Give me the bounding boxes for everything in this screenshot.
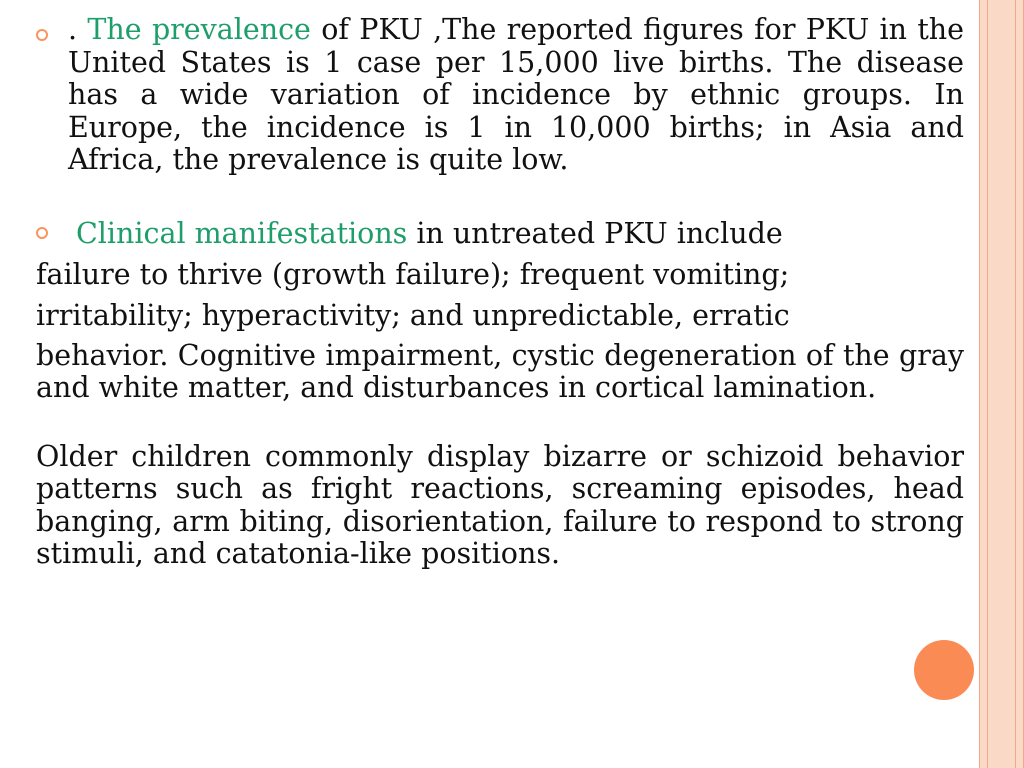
border-line xyxy=(1015,0,1016,768)
paragraph-line: irritability; hyperactivity; and unpredictable, erratic xyxy=(36,298,790,332)
paragraph-lead: . xyxy=(68,13,88,46)
highlight-prevalence: The prevalence xyxy=(87,13,311,46)
paragraph-line-text: in untreated PKU include xyxy=(407,216,783,250)
bullet-icon xyxy=(36,227,48,239)
paragraph-clinical-manifestations xyxy=(36,213,964,405)
paragraph-body: of PKU ,The reported figures for PKU in the United States is 1 case per 15,000 live births. The disease has a wide variation of incidence by ethnic groups. In Europe, the incidence is 1 in 10,000 births; in Asia and Africa, the prevalence is quite low. xyxy=(68,13,965,176)
border-line xyxy=(987,0,988,768)
paragraph-older-children: Older children commonly display bizarre or schizoid behavior patterns such as fright reactions, screaming episodes, head banging, arm biting, disorientation, failure to respond to strong stimuli, and catatonia-like positions. xyxy=(36,439,964,570)
border-line xyxy=(979,0,980,768)
paragraph-continuation: behavior. Cognitive impairment, cystic degeneration of the gray and white matter, and disturbances in cortical lamination. xyxy=(36,338,964,404)
decorative-circle xyxy=(914,640,974,700)
bullet-icon xyxy=(36,29,48,41)
paragraph-first-line xyxy=(36,213,964,254)
highlight-clinical-manifestations: Clinical manifestations xyxy=(76,216,408,250)
slide-content xyxy=(36,14,964,571)
paragraph-line: failure to thrive (growth failure); frequent vomiting; xyxy=(36,257,790,291)
paragraph-prevalence xyxy=(36,14,964,177)
